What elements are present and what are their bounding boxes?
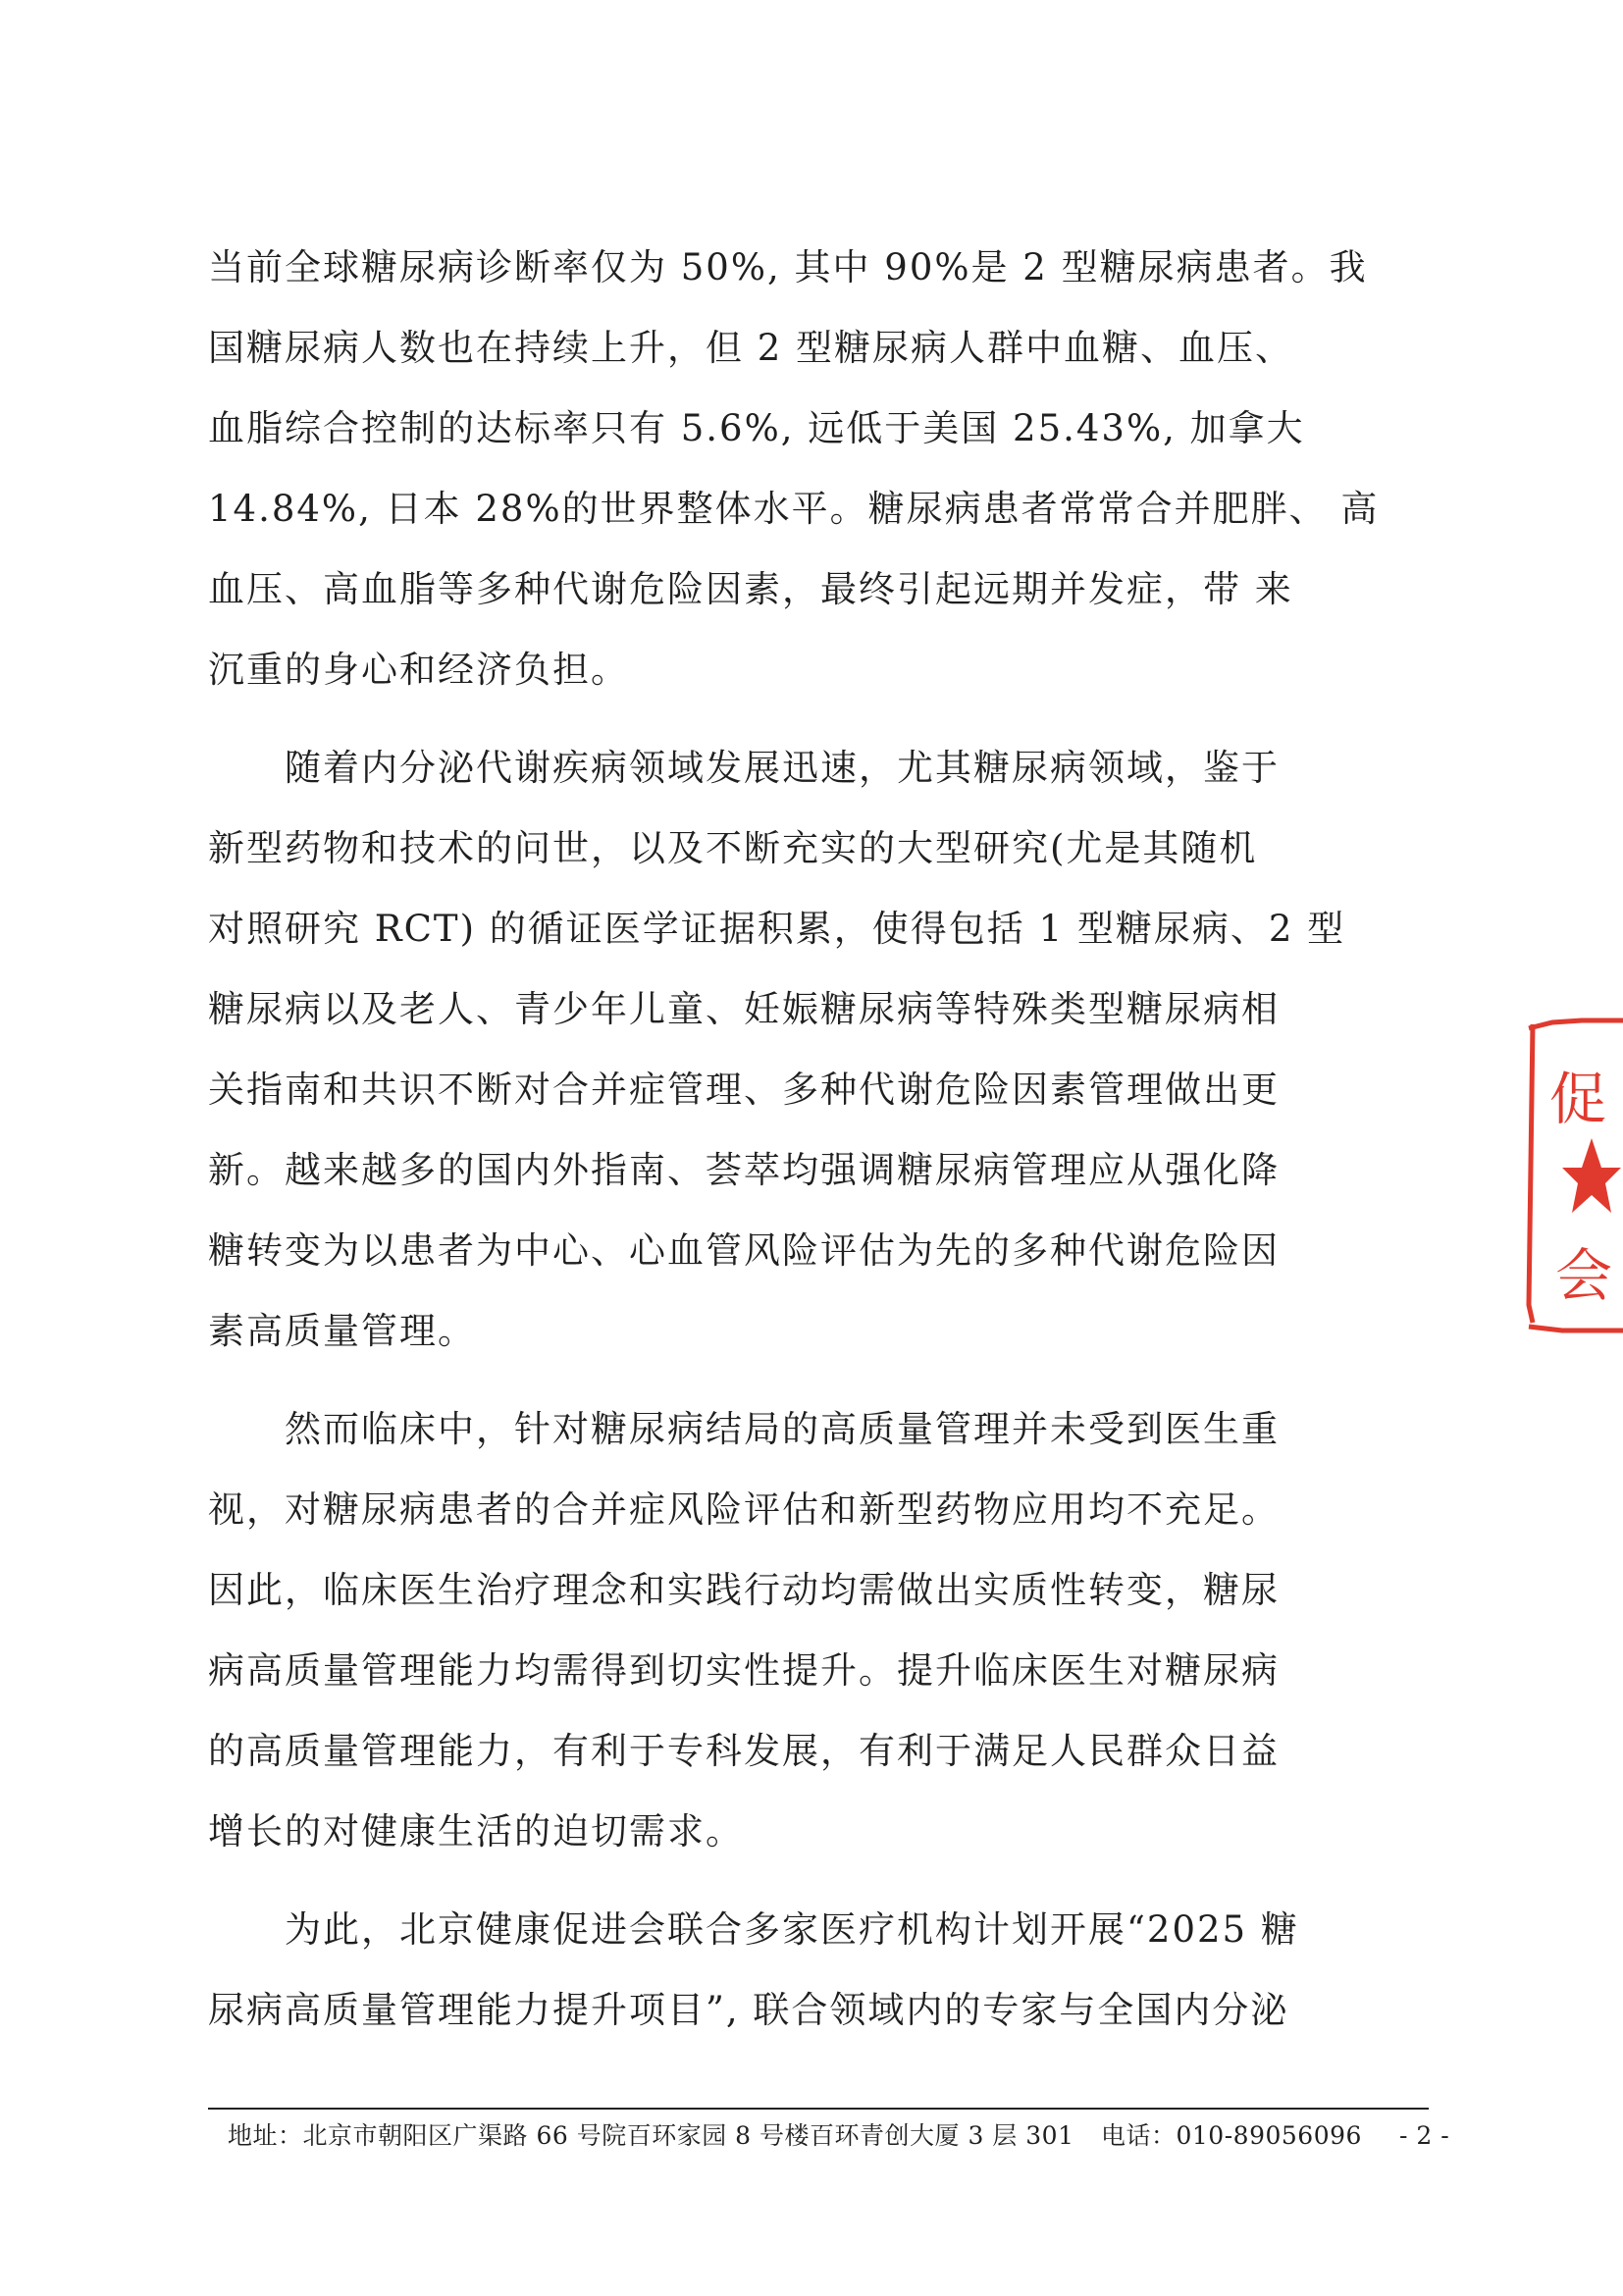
text-line: 糖转变为以患者为中心、心血管风险评估为先的多种代谢危险因 [208,1229,1280,1272]
text-line: 增长的对健康生活的迫切需求。 [208,1810,744,1852]
seal-character-bottom: 会 [1554,1242,1613,1309]
text-line: 然而临床中，针对糖尿病结局的高质量管理并未受到医生重 [285,1408,1280,1450]
text-line: 糖尿病以及老人、青少年儿童、妊娠糖尿病等特殊类型糖尿病相 [208,988,1280,1030]
text-line: 的高质量管理能力，有利于专科发展，有利于满足人民群众日益 [208,1730,1280,1772]
text-line: 为此，北京健康促进会联合多家医疗机构计划开展“2025 糖 [285,1908,1299,1951]
text-line: 关指南和共识不断对合并症管理、多种代谢危险因素管理做出更 [208,1069,1280,1111]
footer-phone: 电话：010-89056096 [1101,2121,1362,2150]
text-line: 当前全球糖尿病诊断率仅为 50%, 其中 90%是 2 型糖尿病患者。我 [208,246,1368,288]
text-line: 尿病高质量管理能力提升项目”, 联合领域内的专家与全国内分泌 [208,1989,1289,2031]
text-line: 沉重的身心和经济负担。 [208,649,629,691]
text-line: 随着内分泌代谢疾病领域发展迅速，尤其糖尿病领域，鉴于 [285,747,1280,789]
text-line: 病高质量管理能力均需得到切实性提升。提升临床医生对糖尿病 [208,1649,1280,1692]
footer-address: 地址：北京市朝阳区广渠路 66 号院百环家园 8 号楼百环青创大厦 3 层 301 [228,2121,1074,2150]
text-line: 视，对糖尿病患者的合并症风险评估和新型药物应用均不充足。 [208,1488,1280,1531]
text-line: 新。越来越多的国内外指南、荟萃均强调糖尿病管理应从强化降 [208,1149,1280,1191]
seal-character-top: 促 [1548,1066,1607,1132]
seal-star-icon [1562,1138,1621,1213]
text-line: 14.84%, 日本 28%的世界整体水平。糖尿病患者常常合并肥胖、 高 [208,488,1380,530]
text-line: 因此，临床医生治疗理念和实践行动均需做出实质性转变，糖尿 [208,1569,1280,1611]
text-line: 血脂综合控制的达标率只有 5.6%, 远低于美国 25.43%, 加拿大 [208,407,1305,449]
text-line: 国糖尿病人数也在持续上升，但 2 型糖尿病人群中血糖、血压、 [208,327,1294,369]
text-line: 对照研究 RCT) 的循证医学证据积累，使得包括 1 型糖尿病、2 型 [208,908,1346,950]
text-line: 血压、高血脂等多种代谢危险因素，最终引起远期并发症，带 来 [208,568,1293,610]
official-seal [1523,1011,1623,1344]
text-line: 新型药物和技术的问世，以及不断充实的大型研究(尤是其随机 [208,827,1258,869]
seal-stamp-icon [1529,1020,1623,1331]
text-line: 素高质量管理。 [208,1310,476,1352]
footer-divider [208,2108,1429,2110]
page-number: - 2 - [1399,2121,1450,2150]
